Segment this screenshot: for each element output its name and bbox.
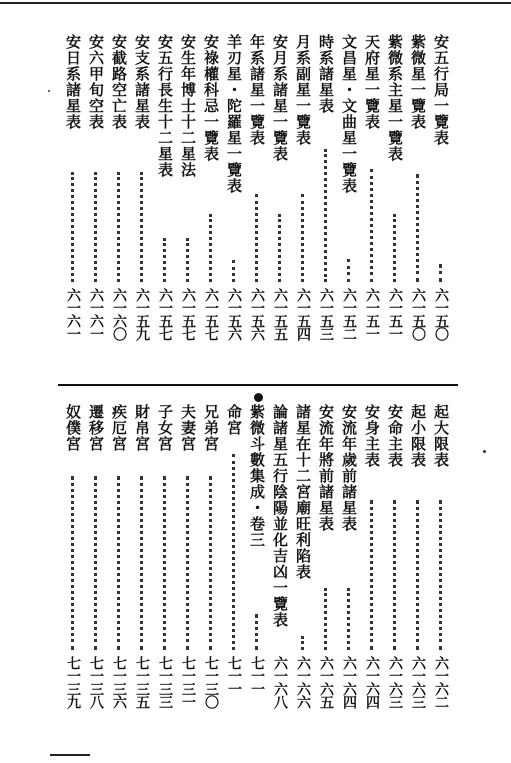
entry-title: 安流年歲前諸星表 [340, 404, 358, 532]
leader-dots [324, 149, 331, 282]
entry-title: 安生年博士十二星法 [179, 34, 197, 178]
entry-page: 六一六四 [341, 656, 357, 708]
entry-title: 安支系諸星表 [133, 34, 151, 130]
toc-entry [131, 34, 153, 364]
entry-page: 六一六八 [272, 656, 288, 708]
entry-page: 六一六〇 [111, 288, 127, 340]
entry-title: 安命主表 [386, 404, 404, 468]
entry-page: 七一一 [249, 656, 265, 695]
leader-dots [416, 500, 423, 650]
leader-dots [347, 588, 354, 650]
toc-entry [361, 34, 383, 364]
leader-dots [117, 476, 124, 650]
entry-title: 羊刃星・陀羅星一覽表 [225, 34, 243, 194]
toc-entry [131, 404, 153, 740]
scan-speck [483, 450, 486, 453]
toc-entry [154, 404, 176, 740]
toc-entry [407, 404, 429, 740]
entry-title: 安五行局一覽表 [432, 34, 450, 146]
entry-page: 七一三八 [88, 656, 104, 708]
leader-dots [140, 476, 147, 650]
entry-page: 六一六三 [410, 656, 426, 708]
entry-title: 子女宮 [156, 404, 174, 452]
entry-title: 疾厄宮 [110, 404, 128, 452]
entry-page: 六一五四 [295, 288, 311, 340]
toc-entry [269, 404, 291, 740]
entry-title: 紫微系主星一覽表 [386, 34, 404, 162]
toc-entry [177, 404, 199, 740]
leader-dots [140, 172, 147, 282]
entry-page: 七一三一 [180, 656, 196, 708]
leader-dots [301, 636, 308, 650]
entry-title: 安五行長生十二星表 [156, 34, 174, 178]
entry-title: 安祿權科忌一覽表 [202, 34, 220, 162]
volume-bullet-icon [254, 393, 263, 402]
page-top-edge [0, 2, 511, 4]
leader-dots [186, 238, 193, 282]
entry-title: 紫微斗數集成・卷三 [248, 404, 266, 548]
leader-dots [255, 614, 262, 650]
toc-entry [246, 34, 268, 364]
entry-title: 兄弟宮 [202, 404, 220, 452]
toc-entry [361, 404, 383, 740]
entry-page: 六一五一 [387, 288, 403, 340]
toc-entry [108, 34, 130, 364]
toc-entry [338, 404, 360, 740]
toc-entry [223, 404, 245, 740]
entry-page: 六一五一 [364, 288, 380, 340]
entry-page: 六一五七 [180, 288, 196, 340]
entry-title: 安截路空亡表 [110, 34, 128, 130]
toc-entry [430, 34, 452, 364]
leader-dots [94, 476, 101, 650]
section-divider [58, 384, 458, 386]
leader-dots [94, 172, 101, 282]
entry-page: 七一三九 [65, 656, 81, 708]
entry-title: 紫微星一覽表 [409, 34, 427, 130]
leader-dots [117, 172, 124, 282]
toc-entry [246, 404, 268, 740]
toc-entry [85, 34, 107, 364]
toc-entry [292, 404, 314, 740]
toc-entry [315, 404, 337, 740]
entry-title: 安六甲旬空表 [87, 34, 105, 130]
entry-page: 六一五〇 [410, 288, 426, 340]
leader-dots [439, 264, 446, 282]
entry-page: 六一六五 [318, 656, 334, 708]
toc-entry [315, 34, 337, 364]
leader-dots [163, 238, 170, 282]
entry-title: 文昌星・文曲星一覽表 [340, 34, 358, 194]
leader-dots [278, 214, 285, 282]
leader-dots [324, 588, 331, 650]
entry-page: 六一五七 [157, 288, 173, 340]
entry-title: 財帛宮 [133, 404, 151, 452]
entry-page: 六一五六 [249, 288, 265, 340]
entry-title: 奴僕宮 [64, 404, 82, 452]
leader-dots [163, 476, 170, 650]
leader-dots [209, 214, 216, 282]
entry-title: 夫妻宮 [179, 404, 197, 452]
toc-entry [384, 34, 406, 364]
entry-title: 起大限表 [432, 404, 450, 468]
entry-page: 六一六一 [65, 288, 81, 340]
entry-page: 六一六一 [88, 288, 104, 340]
entry-page: 六一六六 [295, 656, 311, 708]
leader-dots [393, 500, 400, 650]
entry-title: 起小限表 [409, 404, 427, 468]
entry-page: 六一六四 [364, 656, 380, 708]
scan-speck [48, 90, 50, 92]
leader-dots [232, 260, 239, 282]
toc-entry [223, 34, 245, 364]
toc-entry [292, 34, 314, 364]
toc-entry [85, 404, 107, 740]
entry-page: 七一一 [226, 656, 242, 695]
leader-dots [416, 174, 423, 282]
leader-dots [71, 172, 78, 282]
entry-title: 安日系諸星表 [64, 34, 82, 130]
leader-dots [347, 259, 354, 282]
entry-title: 月系副星一覽表 [294, 34, 312, 146]
leader-dots [71, 476, 78, 650]
entry-page: 六一五二 [341, 288, 357, 340]
toc-entry [154, 34, 176, 364]
toc-entry [177, 34, 199, 364]
toc-entry [384, 404, 406, 740]
entry-page: 六一五六 [226, 288, 242, 340]
entry-page: 六一六三 [387, 656, 403, 708]
entry-page: 六一五三 [318, 288, 334, 340]
entry-page: 七一三〇 [203, 656, 219, 708]
entry-page: 七一三六 [111, 656, 127, 708]
toc-entry [62, 404, 84, 740]
entry-title: 時系諸星表 [317, 34, 335, 114]
leader-dots [370, 169, 377, 282]
entry-title: 安身主表 [363, 404, 381, 468]
toc-entry [430, 404, 452, 740]
page-bottom-mark [50, 754, 90, 756]
entry-title: 安流年將前諸星表 [317, 404, 335, 532]
entry-title: 天府星一覽表 [363, 34, 381, 130]
toc-entry [269, 34, 291, 364]
entry-page: 七一三五 [134, 656, 150, 708]
entry-title: 論諸星五行陰陽並化吉凶一覽表 [271, 404, 289, 628]
toc-entry [200, 404, 222, 740]
toc-entry [407, 34, 429, 364]
leader-dots [393, 214, 400, 282]
leader-dots [255, 194, 262, 282]
entry-title: 命宮 [225, 404, 243, 436]
entry-title: 安月系諸星一覽表 [271, 34, 289, 162]
leader-dots [301, 194, 308, 282]
entry-title: 年系諸星一覽表 [248, 34, 266, 146]
entry-title: 遷移宮 [87, 404, 105, 452]
toc-entry [62, 34, 84, 364]
entry-page: 六一六二 [433, 656, 449, 708]
entry-page: 六一五五 [272, 288, 288, 340]
leader-dots [209, 476, 216, 650]
toc-entry [338, 34, 360, 364]
toc-entry [108, 404, 130, 740]
entry-page: 六一五九 [134, 288, 150, 340]
leader-dots [186, 476, 193, 650]
entry-page: 六一五七 [203, 288, 219, 340]
leader-dots [232, 454, 239, 650]
leader-dots [439, 500, 446, 650]
leader-dots [370, 500, 377, 650]
entry-page: 六一五〇 [433, 288, 449, 340]
entry-title: 諸星在十二宮廟旺利陷表 [294, 404, 312, 580]
entry-page: 七一三三 [157, 656, 173, 708]
toc-entry [200, 34, 222, 364]
